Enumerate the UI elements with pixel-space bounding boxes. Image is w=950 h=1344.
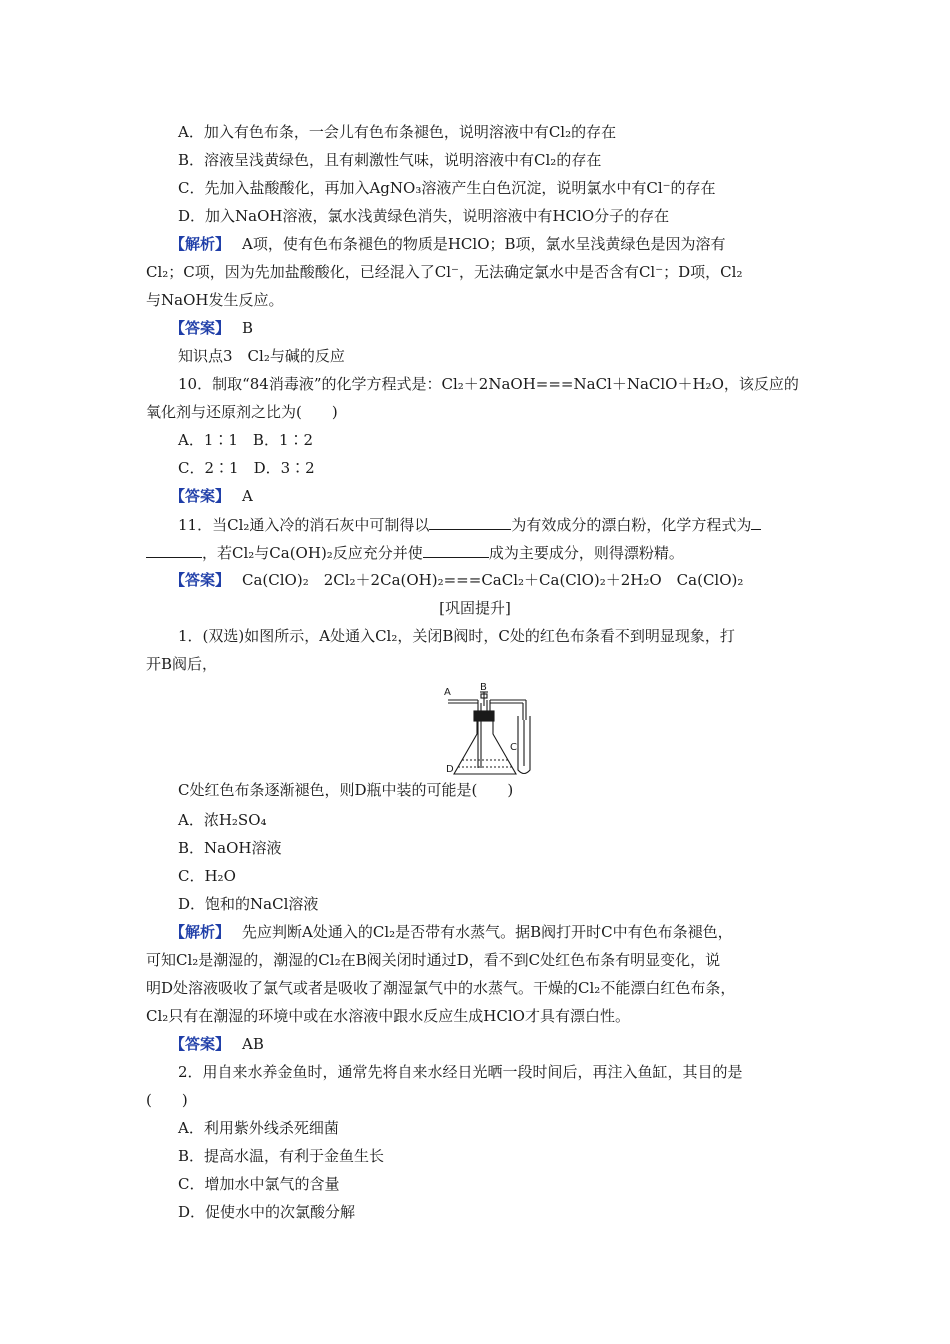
p1-analysis-line-3: 明D处溶液吸收了氯气或者是吸收了潮湿氯气中的水蒸气。干燥的Cl₂不能漂白红色布条， [146, 979, 736, 997]
p1-answer: 【答案】 AB [170, 1035, 264, 1053]
p2-option-a: A．利用紫外线杀死细菌 [178, 1119, 339, 1137]
q9-option-d: D．加入NaOH溶液，氯水浅黄绿色消失，说明溶液中有HClO分子的存在 [178, 207, 670, 225]
label-c: C [510, 742, 517, 753]
q9-option-a: A．加入有色布条，一会儿有色布条褪色，说明溶液中有Cl₂的存在 [178, 123, 617, 141]
p2-option-c: C．增加水中氯气的含量 [178, 1175, 340, 1193]
p2-stem-line-1: 2．用自来水养金鱼时，通常先将自来水经日光晒一段时间后，再注入鱼缸，其目的是 [178, 1063, 743, 1081]
q9-answer: 【答案】 B [170, 319, 254, 337]
answer-tag: 【答案】 [170, 571, 231, 589]
p1-analysis-line-1: 【解析】 先应判断A处通入的Cl₂是否带有水蒸气。据B阀打开时C中有色布条褪色， [170, 923, 733, 941]
section-heading: [巩固提升] [439, 599, 511, 617]
p1-option-d: D．饱和的NaCl溶液 [178, 895, 319, 913]
q9-option-c: C．先加入盐酸酸化，再加入AgNO₃溶液产生白色沉淀，说明氯水中有Cl⁻的存在 [178, 179, 716, 197]
fill-blank [751, 515, 761, 530]
q10-stem-line-2: 氧化剂与还原剂之比为( ) [146, 403, 338, 421]
answer-tag: 【答案】 [170, 1035, 231, 1053]
analysis-tag: 【解析】 [170, 235, 231, 253]
p1-stem-line-3: C处红色布条逐渐褪色，则D瓶中装的可能是( ) [178, 781, 514, 799]
q9-analysis-line-2: Cl₂；C项，因为先加盐酸酸化，已经混入了Cl⁻，无法确定氯水中是否含有Cl⁻；D项，Cl₂ [146, 263, 743, 281]
answer-tag: 【答案】 [170, 487, 231, 505]
p1-stem-line-1: 1．(双选)如图所示，A处通入Cl₂，关闭B阀时，C处的红色布条看不到明显现象，打 [178, 627, 735, 645]
p1-analysis-line-4: Cl₂只有在潮湿的环境中或在水溶液中跟水反应生成HClO才具有漂白性。 [146, 1007, 630, 1025]
label-a: A [444, 687, 451, 698]
q9-analysis-line-1: 【解析】 A项，使有色布条褪色的物质是HClO；B项，氯水呈浅黄绿色是因为溶有 [170, 235, 726, 253]
apparatus-figure [440, 680, 550, 780]
q11-answer: 【答案】 Ca(ClO)₂ 2Cl₂＋2Ca(OH)₂===CaCl₂＋Ca(ClO)₂＋2H₂O Ca(ClO)₂ [170, 571, 744, 589]
p2-stem-line-2: ( ) [146, 1091, 188, 1109]
q11-stem-line-1: 11．当Cl₂通入冷的消石灰中可制得以 为有效成分的漂白粉，化学方程式为 [178, 515, 761, 534]
p2-option-b: B．提高水温，有利于金鱼生长 [178, 1147, 385, 1165]
q11-stem-line-2: ，若Cl₂与Ca(OH)₂反应充分并使 成为主要成分，则得漂粉精。 [146, 543, 684, 562]
p2-option-d: D．促使水中的次氯酸分解 [178, 1203, 356, 1221]
q9-analysis-line-3: 与NaOH发生反应。 [146, 291, 284, 309]
p1-stem-line-2: 开B阀后， [146, 655, 218, 673]
answer-tag: 【答案】 [170, 319, 231, 337]
knowledge-point-heading: 知识点3 Cl₂与碱的反应 [178, 347, 345, 365]
fill-blank [146, 543, 202, 558]
p1-option-c: C．H₂O [178, 867, 236, 885]
q9-option-b: B．溶液呈浅黄绿色，且有刺激性气味，说明溶液中有Cl₂的存在 [178, 151, 602, 169]
label-d: D [446, 764, 454, 775]
label-b: B [480, 682, 487, 693]
p1-option-a: A．浓H₂SO₄ [178, 811, 267, 829]
fill-blank [429, 515, 511, 530]
q10-options-line-2: C．2∶1 D．3∶2 [178, 459, 315, 477]
p1-option-b: B．NaOH溶液 [178, 839, 282, 857]
analysis-tag: 【解析】 [170, 923, 231, 941]
q10-stem-line-1: 10．制取“84消毒液”的化学方程式是：Cl₂＋2NaOH===NaCl＋NaClO＋H₂O，该反应的 [178, 375, 799, 393]
fill-blank [423, 543, 489, 558]
q10-options-line-1: A．1∶1 B．1∶2 [178, 431, 314, 449]
p1-analysis-line-2: 可知Cl₂是潮湿的，潮湿的Cl₂在B阀关闭时通过D，看不到C处红色布条有明显变化，说 [146, 951, 721, 969]
q10-answer: 【答案】 A [170, 487, 253, 505]
